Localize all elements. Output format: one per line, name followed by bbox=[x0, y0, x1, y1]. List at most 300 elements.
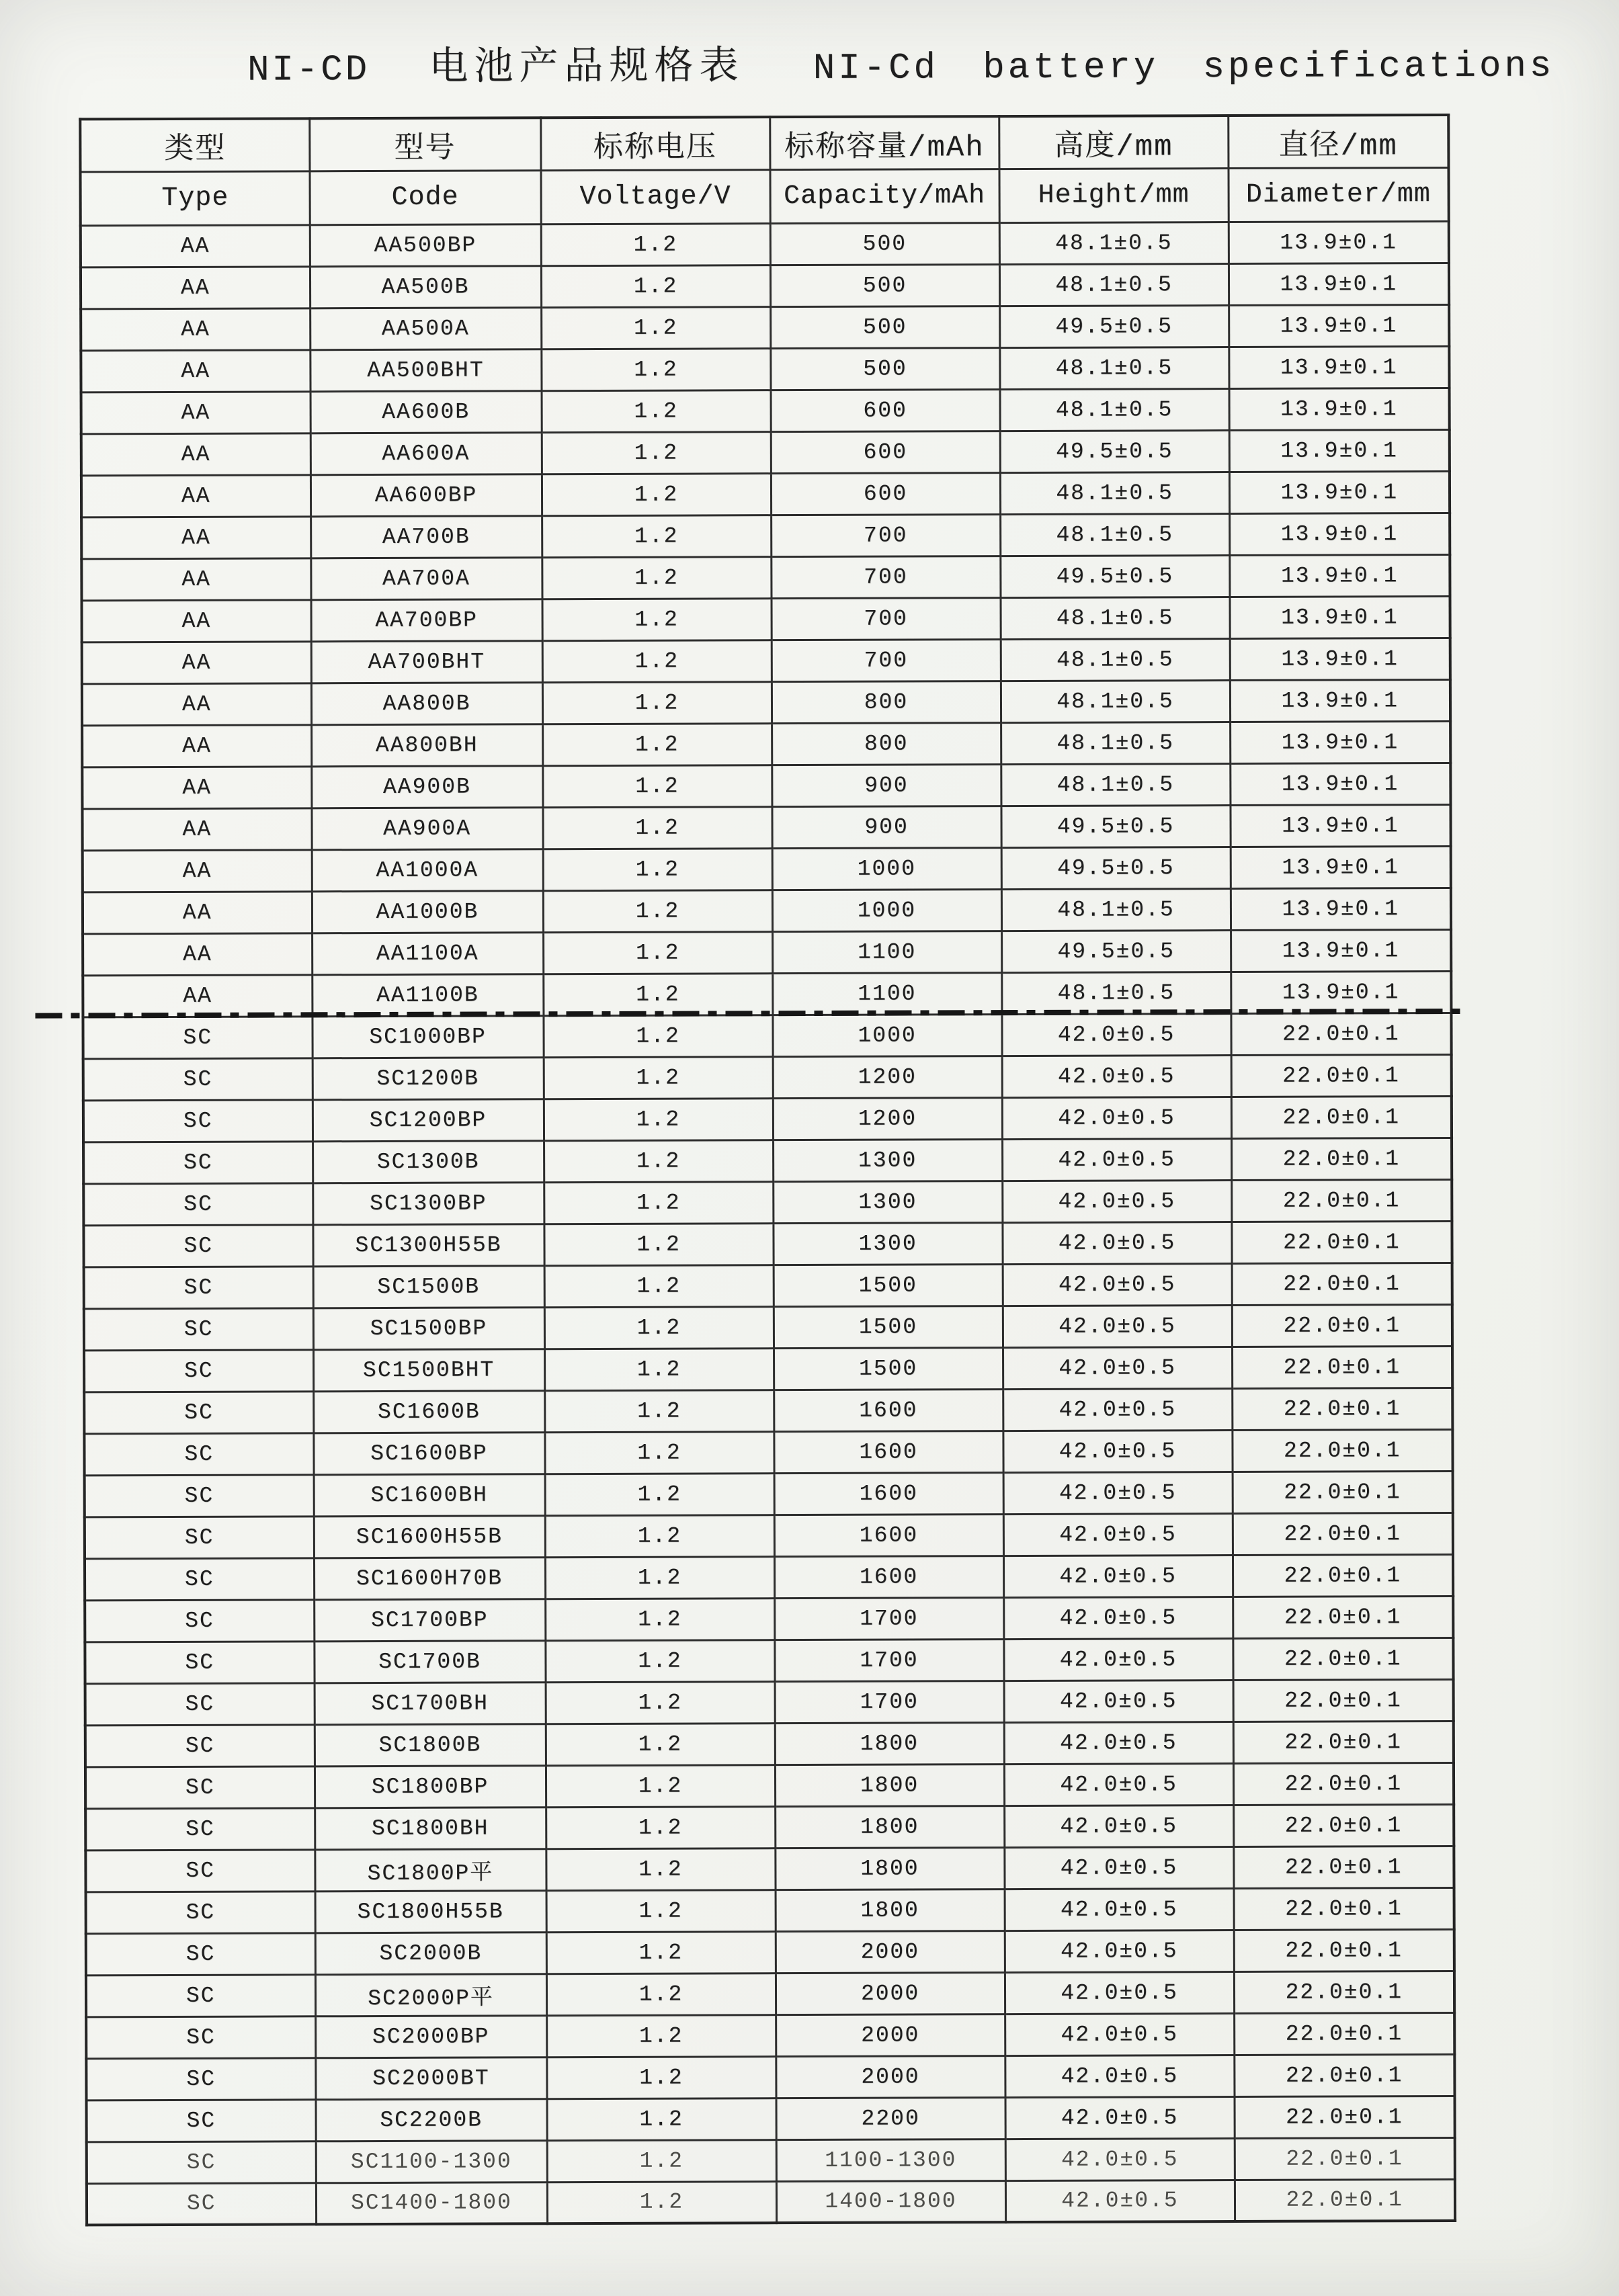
cell-diameter: 22.0±0.1 bbox=[1234, 2054, 1454, 2096]
table-row bbox=[83, 1054, 1452, 1100]
cell-code: SC1800H55B bbox=[315, 1890, 546, 1932]
cell-diameter: 13.9±0.1 bbox=[1229, 346, 1449, 388]
cell-capacity: 1800 bbox=[775, 1805, 1004, 1848]
cell-height: 42.0±0.5 bbox=[1005, 2013, 1234, 2055]
cell-voltage: 1.2 bbox=[541, 265, 770, 307]
cell-height: 49.5±0.5 bbox=[1001, 930, 1231, 972]
cell-height: 42.0±0.5 bbox=[1003, 1472, 1233, 1514]
cell-diameter: 13.9±0.1 bbox=[1229, 554, 1450, 597]
cell-diameter: 22.0±0.1 bbox=[1234, 1971, 1454, 2013]
header-row-chinese bbox=[80, 115, 1448, 171]
cell-capacity: 500 bbox=[770, 222, 999, 265]
table-row bbox=[84, 1263, 1452, 1308]
cell-capacity: 1800 bbox=[775, 1722, 1004, 1764]
cell-diameter: 13.9±0.1 bbox=[1231, 846, 1451, 888]
cell-code: SC1600BH bbox=[314, 1474, 545, 1516]
cell-voltage: 1.2 bbox=[543, 890, 772, 932]
cell-voltage: 1.2 bbox=[544, 1431, 774, 1474]
cell-voltage: 1.2 bbox=[544, 1306, 774, 1349]
table-row bbox=[82, 804, 1450, 850]
cell-type: SC bbox=[85, 1641, 314, 1683]
cell-height: 48.1±0.5 bbox=[1001, 972, 1231, 1014]
cell-voltage: 1.2 bbox=[544, 1348, 774, 1390]
cell-height: 42.0±0.5 bbox=[1003, 1388, 1232, 1431]
cell-code: SC1000BP bbox=[312, 1015, 543, 1058]
table-row bbox=[82, 679, 1450, 725]
table-row bbox=[81, 429, 1450, 475]
cell-type: SC bbox=[87, 2099, 316, 2141]
cell-code: AA1000B bbox=[312, 890, 543, 933]
cell-type: SC bbox=[86, 1891, 315, 1933]
spec-table bbox=[79, 114, 1456, 2226]
cell-voltage: 1.2 bbox=[542, 556, 771, 599]
cell-code: SC1800B bbox=[315, 1724, 546, 1766]
title-product-code: NI-CD bbox=[247, 50, 370, 91]
cell-voltage: 1.2 bbox=[543, 848, 772, 890]
cell-capacity: 600 bbox=[771, 472, 1000, 515]
cell-code: SC2000BT bbox=[315, 2057, 546, 2099]
table-row bbox=[85, 1513, 1453, 1558]
cell-code: SC1100-1300 bbox=[316, 2140, 547, 2182]
cell-capacity: 1700 bbox=[774, 1597, 1003, 1640]
cell-code: SC1300B bbox=[313, 1140, 544, 1183]
cell-voltage: 1.2 bbox=[546, 1848, 775, 1890]
cell-type: AA bbox=[83, 891, 312, 933]
table-row bbox=[85, 1846, 1454, 1891]
cell-code: SC1500BP bbox=[313, 1307, 544, 1349]
cell-type: SC bbox=[85, 1599, 314, 1642]
cell-code: AA600BP bbox=[310, 474, 542, 516]
table-row bbox=[81, 471, 1450, 517]
cell-code: SC1800BP bbox=[315, 1765, 546, 1808]
cell-height: 49.5±0.5 bbox=[1001, 847, 1231, 889]
cell-type: SC bbox=[83, 1016, 312, 1058]
cell-diameter: 22.0±0.1 bbox=[1233, 1721, 1454, 1763]
cell-diameter: 22.0±0.1 bbox=[1231, 1054, 1452, 1097]
cell-code: AA700B bbox=[310, 515, 542, 558]
cell-code: AA500A bbox=[310, 307, 541, 349]
cell-type: SC bbox=[86, 1932, 315, 1975]
cell-height: 42.0±0.5 bbox=[1004, 1846, 1233, 1889]
cell-code: AA800BH bbox=[311, 724, 542, 766]
cell-height: 42.0±0.5 bbox=[1003, 1555, 1233, 1597]
cell-capacity: 1600 bbox=[774, 1431, 1003, 1473]
cell-code: AA500BP bbox=[310, 224, 541, 266]
cell-height: 42.0±0.5 bbox=[1005, 2138, 1235, 2180]
cell-diameter: 22.0±0.1 bbox=[1231, 1013, 1451, 1055]
cell-diameter: 22.0±0.1 bbox=[1233, 1846, 1454, 1888]
cell-type: AA bbox=[82, 724, 311, 767]
cell-capacity: 1800 bbox=[775, 1764, 1004, 1806]
cell-diameter: 22.0±0.1 bbox=[1233, 1554, 1453, 1597]
cell-type: SC bbox=[83, 1224, 313, 1267]
table-row bbox=[85, 1471, 1453, 1517]
cell-diameter: 13.9±0.1 bbox=[1231, 888, 1451, 930]
cell-height: 48.1±0.5 bbox=[1001, 722, 1230, 764]
header-height-cn: 高度/mm bbox=[999, 116, 1228, 169]
cell-type: AA bbox=[81, 433, 310, 475]
cell-capacity: 2000 bbox=[776, 2055, 1005, 2098]
table-row bbox=[84, 1304, 1452, 1350]
cell-diameter: 13.9±0.1 bbox=[1229, 263, 1449, 305]
cell-voltage: 1.2 bbox=[542, 598, 772, 640]
cell-voltage: 1.2 bbox=[544, 1140, 773, 1182]
cell-capacity: 1100-1300 bbox=[776, 2139, 1005, 2181]
cell-type: AA bbox=[82, 683, 311, 725]
cell-capacity: 1500 bbox=[774, 1264, 1003, 1306]
cell-capacity: 1600 bbox=[774, 1556, 1003, 1598]
cell-height: 42.0±0.5 bbox=[1002, 1138, 1231, 1181]
table-row bbox=[87, 2179, 1455, 2225]
cell-voltage: 1.2 bbox=[542, 681, 772, 724]
cell-diameter: 22.0±0.1 bbox=[1234, 1887, 1454, 1930]
table-row bbox=[85, 1804, 1454, 1850]
cell-height: 42.0±0.5 bbox=[1004, 1805, 1233, 1847]
cell-type: AA bbox=[83, 849, 312, 892]
table-row bbox=[81, 221, 1449, 267]
cell-diameter: 22.0±0.1 bbox=[1234, 1929, 1454, 1971]
table-row bbox=[86, 1887, 1454, 1933]
table-row bbox=[87, 2096, 1455, 2141]
cell-voltage: 1.2 bbox=[542, 723, 772, 765]
cell-voltage: 1.2 bbox=[542, 473, 771, 515]
cell-voltage: 1.2 bbox=[546, 2014, 776, 2057]
cell-diameter: 22.0±0.1 bbox=[1231, 1138, 1452, 1180]
cell-voltage: 1.2 bbox=[542, 390, 771, 432]
header-diameter-en: Diameter/mm bbox=[1228, 167, 1448, 222]
cell-type: SC bbox=[86, 2016, 315, 2058]
table-row bbox=[82, 721, 1450, 767]
cell-height: 42.0±0.5 bbox=[1003, 1305, 1232, 1347]
cell-code: AA600A bbox=[310, 432, 542, 474]
cell-diameter: 13.9±0.1 bbox=[1229, 596, 1450, 638]
page-title bbox=[247, 45, 1554, 93]
cell-diameter: 22.0±0.1 bbox=[1235, 2096, 1455, 2138]
cell-code: SC1300H55B bbox=[313, 1224, 544, 1266]
cell-capacity: 1700 bbox=[774, 1639, 1003, 1681]
cell-capacity: 700 bbox=[772, 597, 1001, 640]
cell-capacity: 700 bbox=[771, 514, 1000, 556]
table-row bbox=[86, 1971, 1454, 2016]
cell-voltage: 1.2 bbox=[547, 2139, 776, 2182]
cell-type: AA bbox=[82, 808, 311, 850]
cell-type: AA bbox=[81, 224, 310, 267]
cell-voltage: 1.2 bbox=[546, 1889, 776, 1932]
table-row bbox=[81, 388, 1450, 433]
cell-diameter: 22.0±0.1 bbox=[1232, 1263, 1452, 1305]
cell-height: 48.1±0.5 bbox=[1001, 680, 1230, 722]
table-row bbox=[84, 1429, 1452, 1475]
cell-diameter: 13.9±0.1 bbox=[1229, 304, 1449, 347]
cell-voltage: 1.2 bbox=[547, 2181, 776, 2223]
cell-height: 42.0±0.5 bbox=[1002, 1055, 1231, 1097]
cell-diameter: 13.9±0.1 bbox=[1229, 221, 1449, 263]
header-type-en: Type bbox=[81, 171, 310, 225]
cell-voltage: 1.2 bbox=[541, 348, 770, 390]
header-row-english bbox=[81, 167, 1449, 225]
cell-capacity: 1700 bbox=[775, 1681, 1004, 1723]
cell-voltage: 1.2 bbox=[541, 306, 770, 349]
table-row bbox=[82, 596, 1450, 642]
cell-capacity: 1600 bbox=[774, 1514, 1003, 1556]
cell-type: AA bbox=[82, 599, 311, 642]
cell-capacity: 1200 bbox=[773, 1056, 1002, 1098]
cell-type: AA bbox=[81, 474, 310, 517]
cell-capacity: 500 bbox=[770, 264, 999, 306]
cell-capacity: 1300 bbox=[773, 1139, 1002, 1181]
header-code-cn: 型号 bbox=[309, 118, 540, 171]
cell-type: SC bbox=[84, 1308, 313, 1350]
cell-diameter: 22.0±0.1 bbox=[1234, 2012, 1454, 2055]
cell-code: SC1700B bbox=[314, 1640, 545, 1683]
cell-voltage: 1.2 bbox=[543, 931, 772, 974]
header-capacity-cn: 标称容量/mAh bbox=[770, 116, 999, 169]
cell-capacity: 1800 bbox=[775, 1847, 1004, 1889]
cell-code: SC1400-1800 bbox=[316, 2182, 547, 2224]
cell-code: AA700BP bbox=[311, 599, 542, 641]
cell-code: AA1000A bbox=[312, 849, 543, 891]
cell-height: 42.0±0.5 bbox=[1005, 1930, 1234, 1972]
cell-capacity: 1300 bbox=[773, 1181, 1002, 1223]
cell-height: 48.1±0.5 bbox=[1000, 513, 1229, 556]
cell-diameter: 22.0±0.1 bbox=[1233, 1513, 1453, 1555]
cell-voltage: 1.2 bbox=[542, 431, 771, 474]
cell-height: 42.0±0.5 bbox=[1001, 1013, 1231, 1056]
cell-voltage: 1.2 bbox=[541, 223, 770, 265]
cell-voltage: 1.2 bbox=[545, 1598, 774, 1640]
cell-type: AA bbox=[81, 266, 310, 308]
cell-voltage: 1.2 bbox=[542, 640, 772, 682]
cell-code: SC1600H70B bbox=[314, 1557, 545, 1599]
header-voltage-cn: 标称电压 bbox=[540, 117, 770, 170]
cell-type: SC bbox=[85, 1516, 314, 1558]
cell-diameter: 22.0±0.1 bbox=[1233, 1804, 1454, 1846]
cell-code: AA700A bbox=[310, 557, 542, 599]
cell-capacity: 1000 bbox=[772, 847, 1001, 890]
cell-diameter: 22.0±0.1 bbox=[1231, 1179, 1452, 1222]
cell-height: 42.0±0.5 bbox=[1002, 1097, 1231, 1139]
cell-capacity: 1200 bbox=[773, 1097, 1002, 1140]
table-row bbox=[85, 1596, 1453, 1642]
cell-capacity: 1300 bbox=[773, 1222, 1002, 1265]
cell-code: AA500B bbox=[310, 265, 541, 308]
table-row bbox=[83, 929, 1451, 975]
cell-voltage: 1.2 bbox=[544, 1056, 773, 1099]
table-row bbox=[84, 1346, 1452, 1392]
cell-code: SC1300BP bbox=[313, 1182, 544, 1224]
header-capacity-en: Capacity/mAh bbox=[770, 169, 999, 223]
cell-capacity: 700 bbox=[772, 639, 1001, 681]
cell-voltage: 1.2 bbox=[546, 1806, 775, 1848]
cell-type: SC bbox=[85, 1724, 315, 1767]
cell-voltage: 1.2 bbox=[544, 1098, 773, 1140]
cell-voltage: 1.2 bbox=[546, 2056, 776, 2098]
table-row bbox=[83, 1138, 1452, 1183]
cell-height: 49.5±0.5 bbox=[1000, 555, 1229, 597]
table-row bbox=[86, 1929, 1454, 1975]
cell-diameter: 22.0±0.1 bbox=[1233, 1762, 1454, 1805]
cell-height: 42.0±0.5 bbox=[1003, 1430, 1232, 1472]
cell-type: SC bbox=[84, 1433, 313, 1475]
cell-height: 42.0±0.5 bbox=[1005, 1971, 1234, 2014]
cell-diameter: 22.0±0.1 bbox=[1233, 1679, 1454, 1721]
cell-code: SC1700BH bbox=[315, 1682, 546, 1724]
table-row bbox=[86, 2012, 1454, 2058]
cell-code: SC1200B bbox=[313, 1057, 544, 1099]
cell-voltage: 1.2 bbox=[545, 1556, 774, 1599]
cell-code: AA1100A bbox=[312, 932, 543, 974]
cell-capacity: 900 bbox=[772, 764, 1001, 806]
table-row bbox=[83, 1013, 1451, 1058]
cell-type: SC bbox=[84, 1349, 313, 1392]
cell-diameter: 13.9±0.1 bbox=[1230, 638, 1450, 680]
cell-type: SC bbox=[86, 1974, 315, 2016]
cell-type: AA bbox=[81, 349, 310, 392]
cell-diameter: 13.9±0.1 bbox=[1230, 804, 1450, 847]
cell-capacity: 2000 bbox=[776, 2014, 1005, 2056]
cell-type: SC bbox=[85, 1683, 315, 1725]
header-diameter-cn: 直径/mm bbox=[1228, 115, 1448, 168]
cell-voltage: 1.2 bbox=[542, 806, 772, 849]
cell-height: 42.0±0.5 bbox=[1003, 1638, 1233, 1681]
cell-code: AA1100B bbox=[312, 974, 543, 1016]
cell-capacity: 500 bbox=[770, 306, 999, 348]
cell-diameter: 13.9±0.1 bbox=[1229, 388, 1450, 430]
title-chinese: 电池产品规格表 bbox=[429, 46, 745, 91]
cell-diameter: 13.9±0.1 bbox=[1229, 471, 1450, 513]
cell-height: 48.1±0.5 bbox=[999, 222, 1229, 264]
cell-height: 42.0±0.5 bbox=[1003, 1597, 1233, 1639]
cell-capacity: 1000 bbox=[772, 1014, 1001, 1056]
cell-diameter: 13.9±0.1 bbox=[1230, 721, 1450, 763]
cell-code: AA800B bbox=[311, 682, 542, 724]
cell-capacity: 1400-1800 bbox=[776, 2180, 1005, 2223]
cell-code: SC1600BP bbox=[313, 1432, 544, 1474]
cell-type: SC bbox=[85, 1808, 315, 1850]
table-row bbox=[81, 304, 1449, 350]
cell-height: 42.0±0.5 bbox=[1003, 1263, 1232, 1306]
cell-type: SC bbox=[85, 1474, 314, 1517]
cell-height: 42.0±0.5 bbox=[1005, 2180, 1235, 2222]
cell-diameter: 22.0±0.1 bbox=[1235, 2137, 1455, 2180]
cell-code: SC2000B bbox=[315, 1932, 546, 1974]
cell-voltage: 1.2 bbox=[544, 1223, 773, 1265]
table-row bbox=[85, 1554, 1453, 1600]
cell-height: 42.0±0.5 bbox=[1004, 1680, 1233, 1722]
cell-height: 42.0±0.5 bbox=[1003, 1347, 1232, 1389]
cell-type: SC bbox=[85, 1849, 315, 1891]
cell-height: 48.1±0.5 bbox=[1001, 888, 1231, 931]
cell-type: AA bbox=[83, 933, 312, 975]
cell-type: SC bbox=[87, 2182, 316, 2225]
cell-type: SC bbox=[83, 1099, 313, 1142]
cell-voltage: 1.2 bbox=[542, 515, 771, 557]
table-row bbox=[83, 1096, 1452, 1142]
cell-capacity: 1500 bbox=[774, 1306, 1003, 1348]
cell-voltage: 1.2 bbox=[544, 1265, 774, 1307]
cell-height: 42.0±0.5 bbox=[1004, 1721, 1233, 1764]
cell-capacity: 800 bbox=[772, 722, 1001, 765]
cell-diameter: 22.0±0.1 bbox=[1235, 2179, 1455, 2221]
cell-type: AA bbox=[81, 516, 310, 558]
cell-diameter: 13.9±0.1 bbox=[1231, 929, 1451, 972]
cell-diameter: 13.9±0.1 bbox=[1229, 429, 1450, 472]
cell-capacity: 1600 bbox=[774, 1472, 1003, 1515]
cell-code: AA700BHT bbox=[311, 640, 542, 683]
cell-height: 49.5±0.5 bbox=[999, 305, 1229, 347]
cell-height: 48.1±0.5 bbox=[999, 347, 1229, 389]
cell-code: SC1500BHT bbox=[313, 1349, 544, 1391]
cell-code: SC1600B bbox=[313, 1390, 544, 1433]
cell-height: 49.5±0.5 bbox=[1001, 805, 1230, 847]
table-row bbox=[81, 554, 1450, 600]
cell-diameter: 22.0±0.1 bbox=[1233, 1471, 1453, 1513]
table-row bbox=[85, 1721, 1454, 1767]
cell-height: 48.1±0.5 bbox=[1000, 472, 1229, 514]
cell-voltage: 1.2 bbox=[545, 1473, 774, 1515]
cell-height: 42.0±0.5 bbox=[1002, 1180, 1231, 1222]
cell-voltage: 1.2 bbox=[546, 1764, 775, 1807]
cell-type: SC bbox=[86, 2057, 315, 2100]
cell-height: 48.1±0.5 bbox=[1001, 638, 1230, 681]
cell-code: SC1800BH bbox=[315, 1807, 546, 1849]
table-row bbox=[85, 1638, 1453, 1683]
table-row bbox=[84, 1388, 1452, 1433]
table-row bbox=[81, 263, 1449, 308]
cell-diameter: 22.0±0.1 bbox=[1232, 1388, 1452, 1430]
cell-type: SC bbox=[83, 1058, 313, 1100]
cell-type: AA bbox=[81, 391, 310, 433]
cell-type: AA bbox=[82, 766, 311, 808]
cell-type: SC bbox=[84, 1266, 313, 1308]
cell-height: 48.1±0.5 bbox=[1001, 597, 1230, 639]
cell-height: 42.0±0.5 bbox=[1005, 2096, 1235, 2139]
cell-voltage: 1.2 bbox=[543, 1015, 772, 1057]
cell-voltage: 1.2 bbox=[546, 1723, 775, 1765]
cell-diameter: 22.0±0.1 bbox=[1231, 1221, 1452, 1263]
cell-capacity: 900 bbox=[772, 806, 1001, 848]
cell-voltage: 1.2 bbox=[547, 2098, 776, 2140]
table-row bbox=[83, 1221, 1452, 1267]
table-row bbox=[85, 1679, 1454, 1725]
table-row bbox=[81, 346, 1449, 392]
cell-type: SC bbox=[83, 1141, 313, 1183]
cell-capacity: 1000 bbox=[772, 889, 1001, 931]
cell-height: 42.0±0.5 bbox=[1004, 1763, 1233, 1805]
cell-diameter: 13.9±0.1 bbox=[1231, 971, 1451, 1013]
table-row bbox=[87, 2137, 1455, 2183]
cell-code: SC1600H55B bbox=[314, 1515, 545, 1558]
cell-diameter: 13.9±0.1 bbox=[1229, 513, 1450, 555]
cell-code: SC1700BP bbox=[314, 1599, 545, 1641]
cell-type: AA bbox=[81, 308, 310, 350]
table-row bbox=[86, 2054, 1454, 2100]
title-english: NI-Cd battery specifications bbox=[813, 46, 1555, 89]
cell-type: SC bbox=[84, 1391, 313, 1433]
header-code-en: Code bbox=[310, 170, 541, 224]
cell-diameter: 13.9±0.1 bbox=[1230, 679, 1450, 722]
cell-diameter: 22.0±0.1 bbox=[1232, 1429, 1452, 1472]
cell-capacity: 1600 bbox=[774, 1389, 1003, 1431]
cell-diameter: 22.0±0.1 bbox=[1232, 1346, 1452, 1388]
cell-type: AA bbox=[81, 558, 310, 600]
cell-voltage: 1.2 bbox=[545, 1640, 774, 1682]
cell-voltage: 1.2 bbox=[546, 1973, 776, 2015]
cell-height: 42.0±0.5 bbox=[1002, 1222, 1231, 1264]
cell-code: SC1200BP bbox=[313, 1099, 544, 1141]
cell-height: 48.1±0.5 bbox=[1000, 388, 1229, 431]
cell-capacity: 800 bbox=[772, 681, 1001, 723]
